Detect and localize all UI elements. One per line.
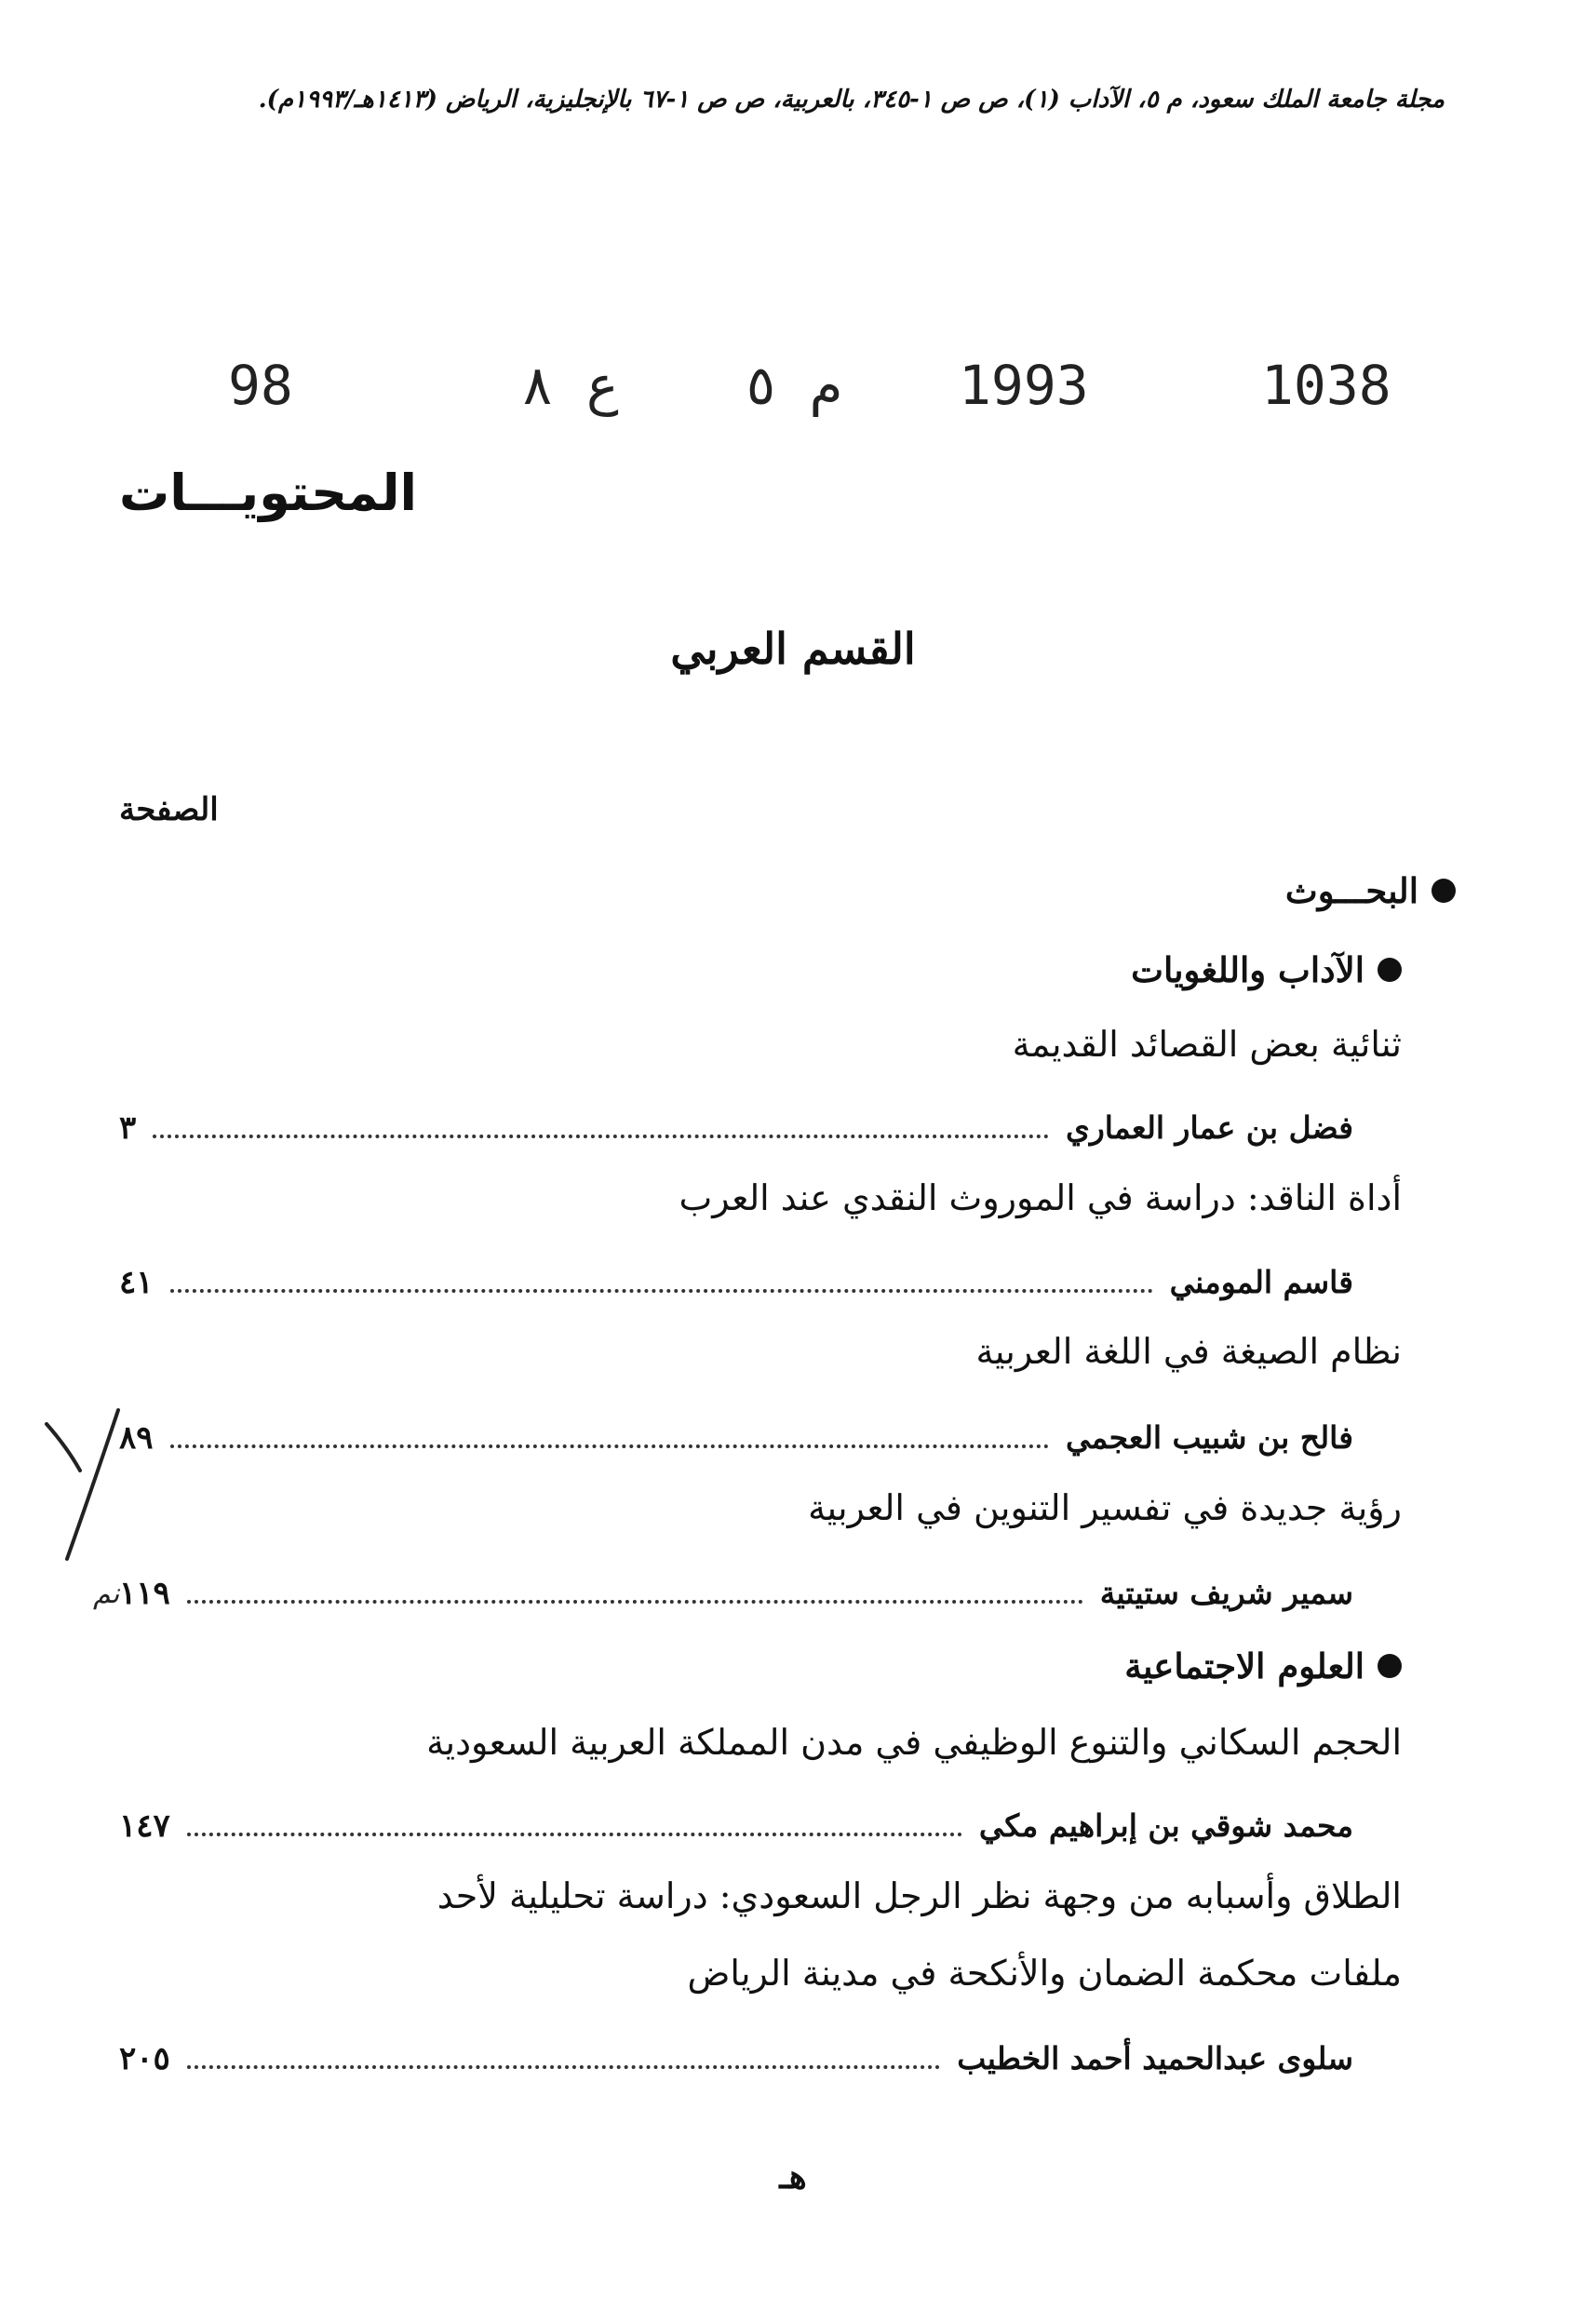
- entry-author: محمد شوقي بن إبراهيم مكي: [978, 1807, 1353, 1844]
- entry-title: الحجم السكاني والتنوع الوظيفي في مدن المملكة العربية السعودية: [426, 1722, 1402, 1763]
- handwritten-code-2: 1993: [959, 354, 1089, 417]
- entry-title-line-1: الطلاق وأسبابه من وجهة نظر الرجل السعودي: دراسة تحليلية لأحد: [437, 1875, 1402, 1916]
- dot-leader: [187, 1579, 1083, 1604]
- contents-title: المحتويـــات: [119, 463, 417, 522]
- bullet-icon: [1378, 1654, 1402, 1678]
- toc-entry: [119, 1575, 1353, 1621]
- dot-leader: [187, 2045, 941, 2069]
- handwritten-margin-note: نم: [93, 1578, 120, 1610]
- handwritten-code-4: ع ٨: [521, 354, 619, 417]
- toc-entry: [119, 1807, 1353, 1854]
- entry-page: ٤١: [119, 1264, 154, 1301]
- toc-entry: [119, 1264, 1353, 1310]
- entry-page: ٣: [119, 1109, 137, 1147]
- page-column-label: الصفحة: [119, 791, 219, 828]
- entry-page: ١١٩: [119, 1575, 170, 1612]
- page-letter: هـ: [779, 2157, 807, 2196]
- entry-author: فالح بن شبيب العجمي: [1066, 1419, 1353, 1456]
- research-heading: [1285, 870, 1456, 911]
- entry-author: سلوى عبدالحميد أحمد الخطيب: [957, 2040, 1353, 2076]
- bullet-icon: [1431, 879, 1456, 903]
- section-title: القسم العربي: [670, 624, 916, 674]
- toc-entry: [119, 1419, 1353, 1466]
- entry-title: أداة الناقد: دراسة في الموروث النقدي عند العرب: [679, 1177, 1402, 1218]
- literature-heading-label: الآداب واللغويات: [1131, 949, 1364, 990]
- entry-title: ثنائية بعض القصائد القديمة: [1012, 1024, 1402, 1065]
- dot-leader: [170, 1424, 1050, 1448]
- research-heading-label: البحـــوث: [1284, 870, 1418, 911]
- social-heading: [1124, 1646, 1402, 1686]
- handwritten-code-1: 1038: [1261, 354, 1391, 417]
- entry-title: رؤية جديدة في تفسير التنوين في العربية: [808, 1487, 1402, 1528]
- entry-page: ١٤٧: [119, 1807, 170, 1845]
- entry-page: ٨٩: [119, 1419, 154, 1457]
- entry-author: فضل بن عمار العماري: [1066, 1109, 1353, 1146]
- handwritten-codes: [0, 335, 1586, 437]
- entry-title-line-2: ملفات محكمة الضمان والأنكحة في مدينة الرياض: [687, 1953, 1402, 1994]
- handwritten-code-3: م ٥: [745, 354, 842, 417]
- entry-page: ٢٠٥: [119, 2040, 170, 2077]
- entry-author: سمير شريف ستيتية: [1099, 1575, 1353, 1611]
- literature-heading: [1131, 949, 1402, 990]
- entry-author: قاسم المومني: [1169, 1264, 1353, 1300]
- entry-title: نظام الصيغة في اللغة العربية: [975, 1331, 1402, 1372]
- journal-citation: مجلة جامعة الملك سعود، م ٥، الآداب (١)، ص ص ١-٣٤٥، بالعربية، ص ص ١-٦٧ بالإنجليزية، الرياض (١٤١٣هـ/١٩٩٣م).: [258, 86, 1445, 114]
- dot-leader: [187, 1812, 962, 1836]
- bullet-icon: [1378, 958, 1402, 982]
- social-heading-label: العلوم الاجتماعية: [1124, 1646, 1364, 1686]
- handwritten-slash-mark: [39, 1405, 123, 1564]
- handwritten-code-5: 98: [228, 354, 293, 417]
- toc-entry: [119, 1109, 1353, 1156]
- dot-leader: [170, 1269, 1153, 1293]
- toc-entry: [119, 2040, 1353, 2087]
- dot-leader: [153, 1114, 1049, 1138]
